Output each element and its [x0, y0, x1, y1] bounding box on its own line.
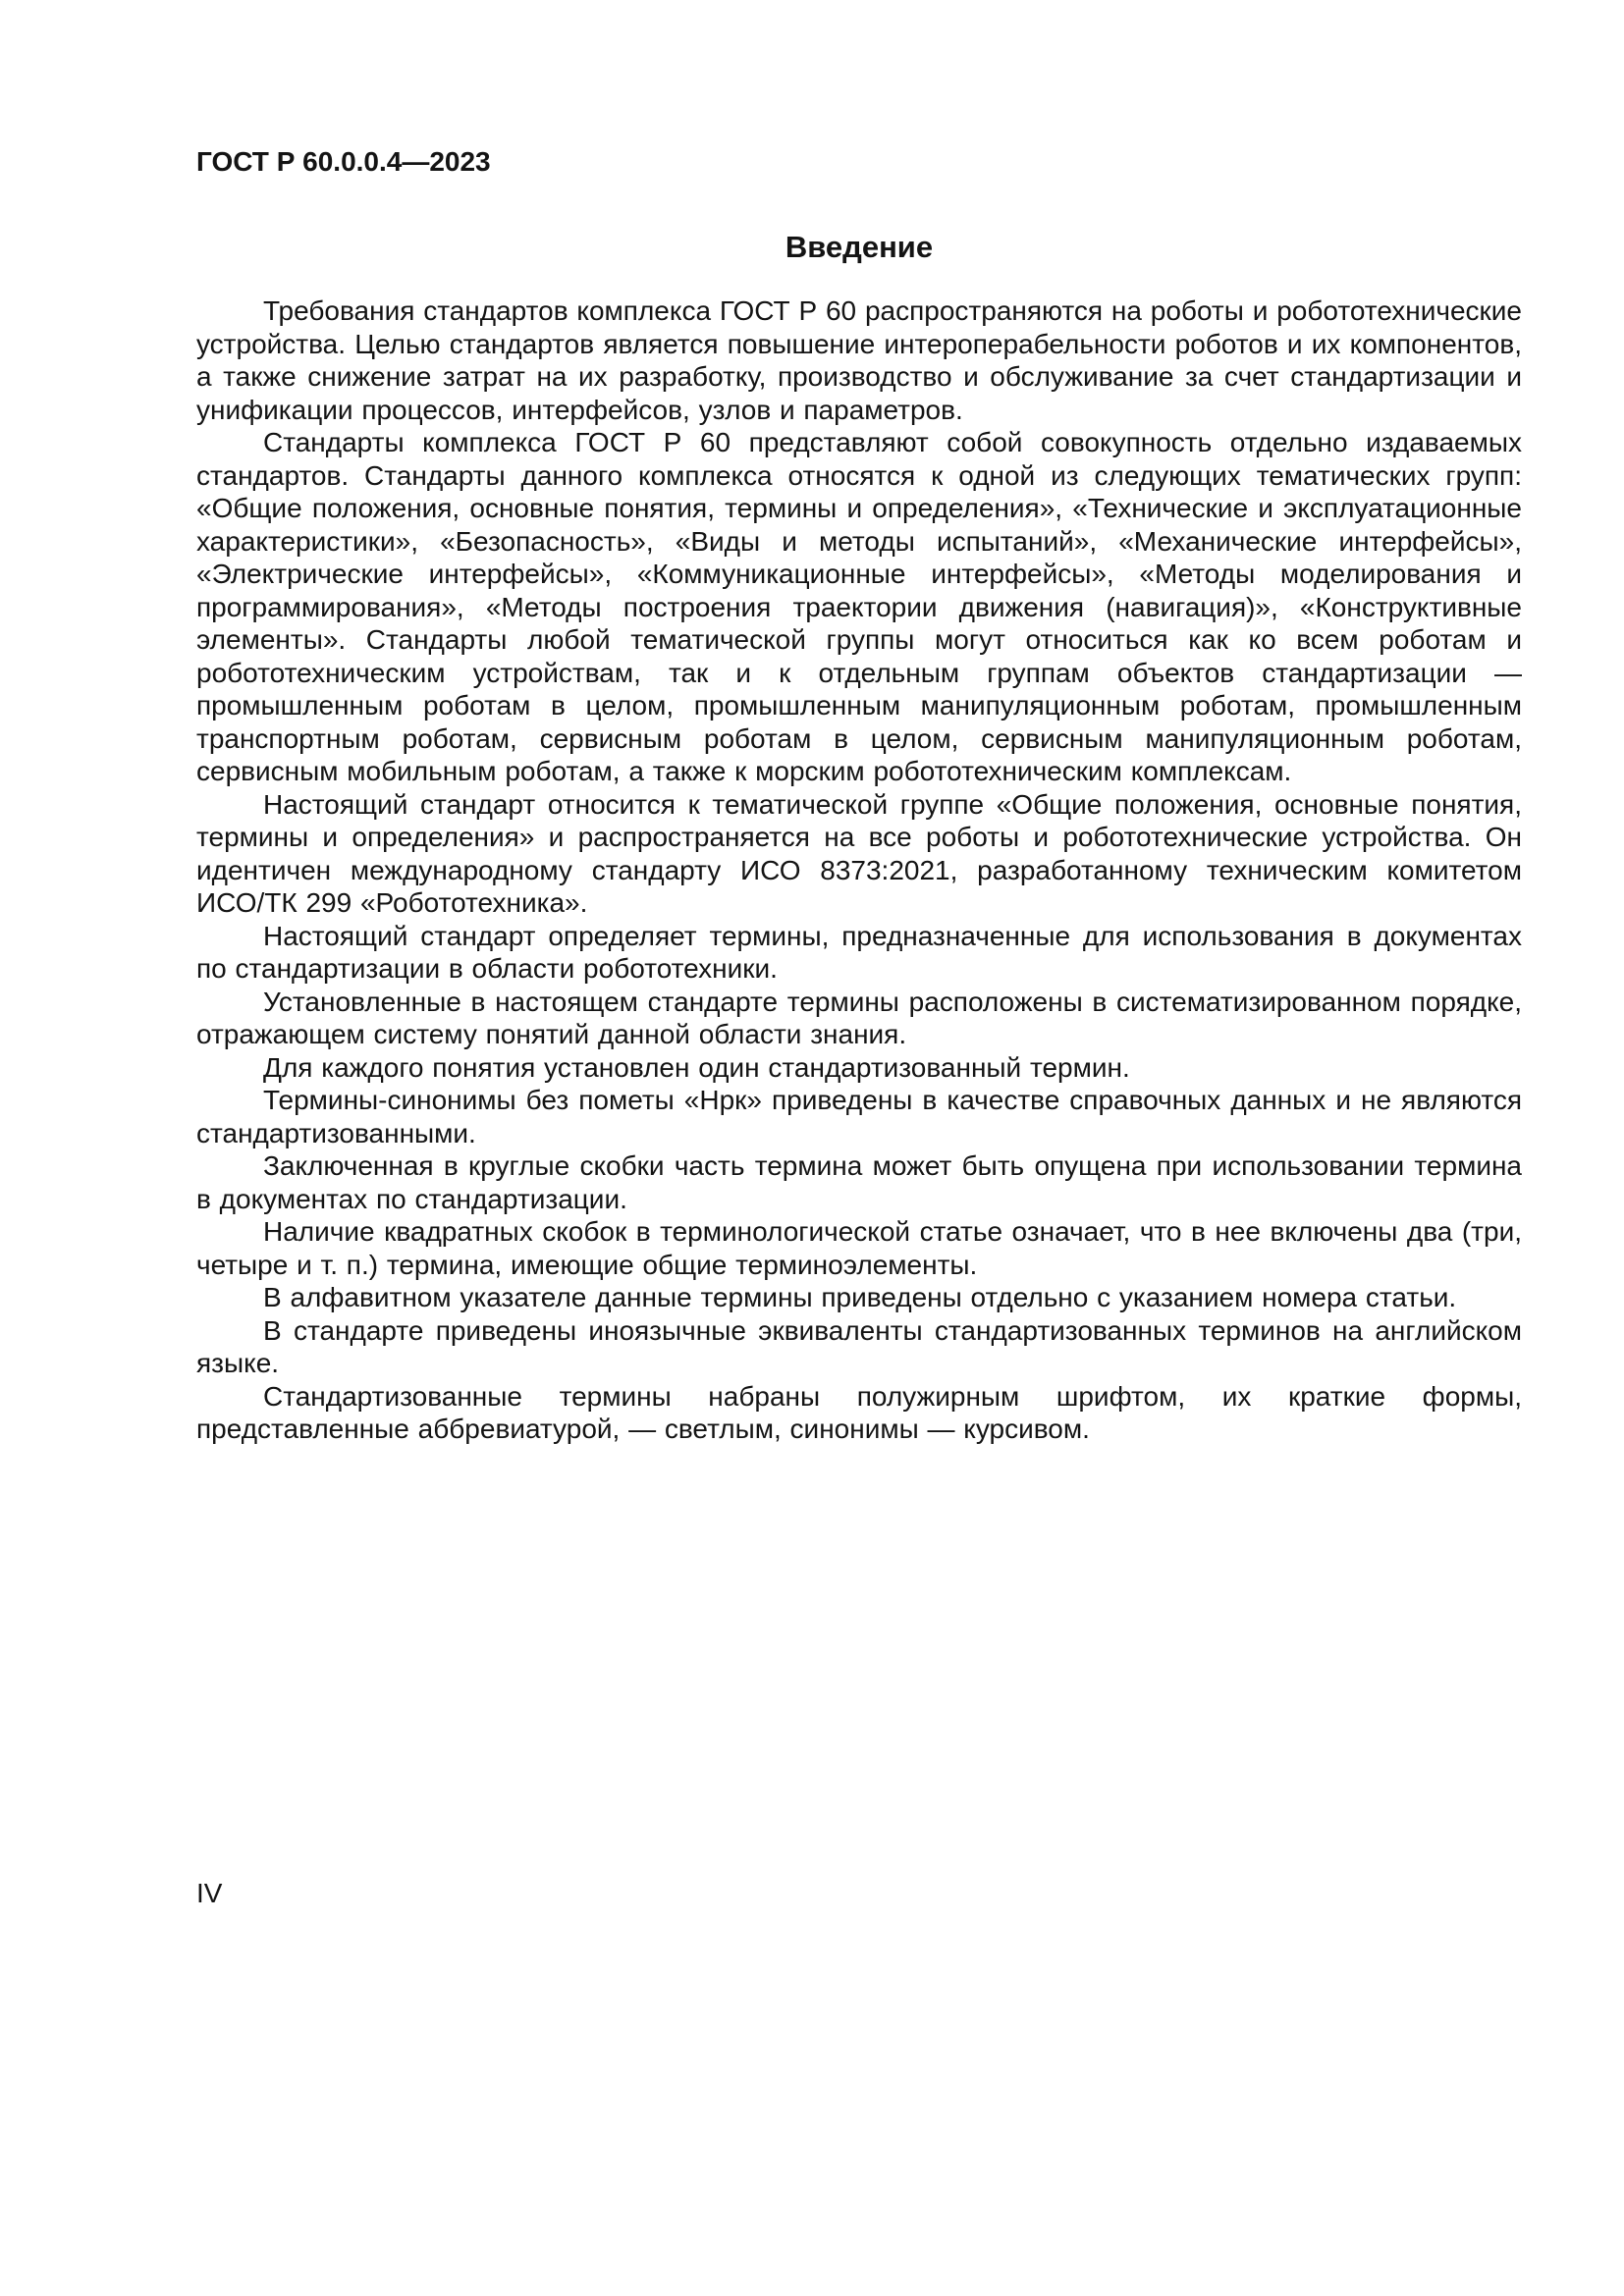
- paragraph: Настоящий стандарт относится к тематической группе «Общие положения, основные понятия, термины и определения» и распространяется на все роботы и робототехнические устройства. Он идентичен международному стандарту ИСО 8373:2021, разработанному техническим комитетом ИСО/ТК 299 «Робототехника».: [196, 788, 1522, 918]
- paragraph: Установленные в настоящем стандарте термины расположены в систематизированном порядке, отражающем систему понятий данной области знания.: [196, 986, 1522, 1049]
- paragraph: Стандартизованные термины набраны полужирным шрифтом, их краткие формы, представленные аббревиатурой, — светлым, синонимы — курсивом.: [196, 1380, 1522, 1444]
- paragraph: В стандарте приведены иноязычные эквиваленты стандартизованных терминов на английском языке.: [196, 1314, 1522, 1378]
- page-content: [196, 145, 1522, 1446]
- section-title: Введение: [785, 230, 934, 264]
- paragraph: Требования стандартов комплекса ГОСТ Р 60 распространяются на роботы и робототехнические устройства. Целью стандартов является повышение интероперабельности роботов и их компонентов, а также снижение затрат на их разработку, производство и обслуживание за счет стандартизации и унификации процессов, интерфейсов, узлов и параметров.: [196, 295, 1522, 425]
- paragraph: Заключенная в круглые скобки часть термина может быть опущена при использовании термина в документах по стандартизации.: [196, 1150, 1522, 1214]
- document-code-header: ГОСТ Р 60.0.0.4—2023: [196, 146, 491, 177]
- paragraph: Настоящий стандарт определяет термины, предназначенные для использования в документах по стандартизации в области робототехники.: [196, 920, 1522, 984]
- paragraph: Наличие квадратных скобок в терминологической статье означает, что в нее включены два (три, четыре и т. п.) термина, имеющие общие терминоэлементы.: [196, 1216, 1522, 1280]
- paragraph: Стандарты комплекса ГОСТ Р 60 представляют собой совокупность отдельно издаваемых стандартов. Стандарты данного комплекса относятся к одной из следующих тематических групп: «Общие положения, основные понятия, термины и определения», «Технические и эксплуатационные характеристики», «Безопасность», «Виды и методы испытаний», «Механические интерфейсы», «Электрические интерфейсы», «Коммуникационные интерфейсы», «Методы моделирования и программирования», «Методы построения траектории движения (навигация)», «Конструктивные элементы». Стандарты любой тематической группы могут относиться как ко всем роботам и робототехническим устройствам, так и к отдельным группам объектов стандартизации — промышленным роботам в целом, промышленным манипуляционным роботам, промышленным транспортным роботам, сервисным роботам в целом, сервисным манипуляционным роботам, сервисным мобильным роботам, а также к морским робототехническим комплексам.: [196, 427, 1522, 786]
- body-text: [196, 294, 1522, 1446]
- paragraph: Термины-синонимы без пометы «Нрк» приведены в качестве справочных данных и не являются стандартизованными.: [196, 1085, 1522, 1148]
- page-number: IV: [196, 1878, 223, 1908]
- paragraph: Для каждого понятия установлен один стандартизованный термин.: [263, 1051, 1130, 1083]
- paragraph: В алфавитном указателе данные термины приведены отдельно с указанием номера статьи.: [263, 1282, 1457, 1312]
